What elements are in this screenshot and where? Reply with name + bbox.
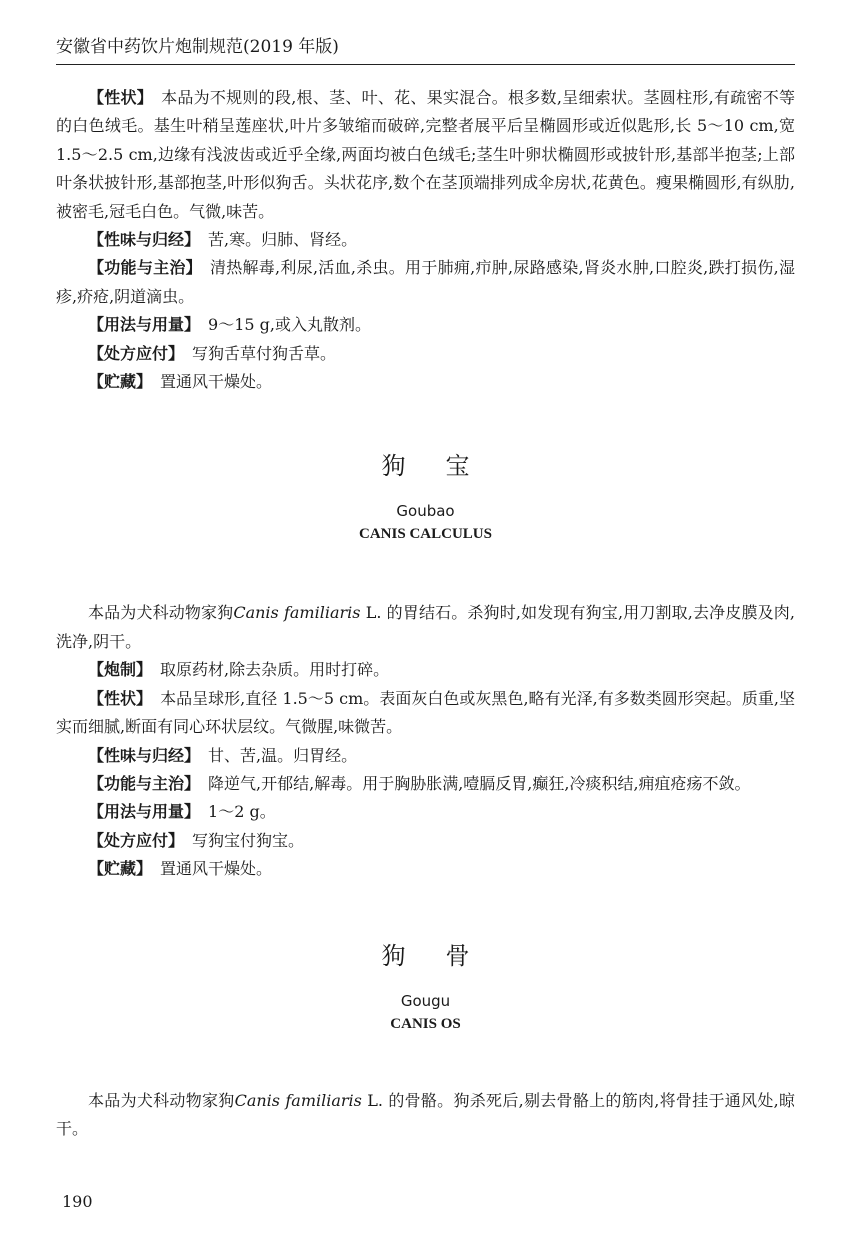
intro-latin-species: Canis familiaris [234,1090,362,1110]
intro-text: L. 的骨骼。狗杀死后,剔去骨骼上的筋肉,将骨挂于通风处,晾干。 [56,1090,795,1138]
entry-gougu [56,936,795,1144]
section-label: 【功能与主治】 [88,773,201,793]
section-text: 苦,寒。归肺、肾经。 [208,230,358,250]
running-header [56,30,795,65]
section-text: 写狗舌草付狗舌草。 [192,343,337,363]
section-label: 【性味与归经】 [88,230,201,250]
section-text: 本品呈球形,直径 1.5～5 cm。表面灰白色或灰黑色,略有光泽,有多数类圆形突起。质重,坚实而细腻,断面有同心环状层纹。气微腥,味微苦。 [56,688,795,737]
section-chufang [56,340,795,368]
page-number: 190 [62,1192,93,1211]
section-text: 写狗宝付狗宝。 [192,830,305,850]
section-text: 降逆气,开郁结,解毒。用于胸胁胀满,噎膈反胃,癫狂,冷痰积结,痈疽疮疡不敛。 [208,773,751,793]
section-text: 1～2 g。 [208,802,276,822]
section-label: 【性状】 [88,688,153,708]
entry-title: 狗宝 [381,452,510,481]
page-content [56,84,795,1143]
section-zhucang [56,368,795,396]
entry-intro [56,1087,795,1144]
section-chufang [56,827,795,855]
section-text: 本品为不规则的段,根、茎、叶、花、果实混合。根多数,呈细索状。茎圆柱形,有疏密不等的白色绒毛。基生叶稍呈莲座状,叶片多皱缩而破碎,完整者展平后呈椭圆形或近似匙形,长 5～10 cm,宽 1.5～2.5 cm,边缘有浅波齿或近乎全缘,两面均被白色绒毛;茎生叶卵状椭圆形或披针形,基部半抱茎;上部叶条状披针形,基部抱茎,叶形似狗舌。头状花序,数个在茎顶端排列成伞房状,花黄色。瘦果椭圆形,有纵肋,被密毛,冠毛白色。气微,味苦。 [56,88,795,221]
section-gongneng [56,254,795,311]
section-label: 【用法与用量】 [88,802,201,822]
section-label: 【贮藏】 [88,859,153,879]
section-xingzhuang [56,84,795,226]
entry-intro [56,599,795,656]
intro-text: 本品为犬科动物家狗 [88,1090,235,1110]
section-label: 【炮制】 [88,660,153,680]
section-gongneng [56,770,795,798]
section-label: 【功能与主治】 [88,258,202,278]
section-xingwei [56,742,795,770]
section-text: 清热解毒,利尿,活血,杀虫。用于肺痈,疖肿,尿路感染,肾炎水肿,口腔炎,跌打损伤,湿疹,疥疮,阴道滴虫。 [56,258,795,306]
entry-title: 狗骨 [381,941,510,970]
section-xingzhuang [56,685,795,742]
section-label: 【贮藏】 [88,372,153,392]
entry-latin-name: CANIS OS [390,1015,461,1032]
section-xingwei [56,226,795,254]
section-yongfa [56,311,795,339]
section-text: 甘、苦,温。归胃经。 [208,745,358,765]
intro-text: 本品为犬科动物家狗 [88,603,234,623]
section-text: 置通风干燥处。 [160,859,273,879]
entry-latin-name: CANIS CALCULUS [359,526,492,543]
intro-latin-species: Canis familiaris [233,603,361,623]
section-text: 取原药材,除去杂质。用时打碎。 [160,660,390,680]
intro-text: L. 的胃结石。杀狗时,如发现有狗宝,用刀割取,去净皮膜及肉,洗净,阴干。 [56,603,795,651]
section-yongfa [56,798,795,826]
section-label: 【用法与用量】 [88,315,201,335]
section-label: 【性状】 [88,88,154,107]
section-label: 【处方应付】 [88,343,185,363]
section-text: 9～15 g,或入丸散剂。 [208,315,371,335]
entry-previous-continued [56,84,795,396]
section-label: 【性味与归经】 [88,745,201,765]
section-zhucang [56,855,795,883]
section-text: 置通风干燥处。 [160,372,273,392]
entry-pinyin: Gougu [400,991,451,1010]
running-header-title: 安徽省中药饮片炮制规范(2019 年版) [56,37,339,57]
section-paozhi [56,656,795,684]
entry-pinyin: Goubao [396,502,455,521]
section-label: 【处方应付】 [88,830,185,850]
entry-goubao [56,446,795,883]
